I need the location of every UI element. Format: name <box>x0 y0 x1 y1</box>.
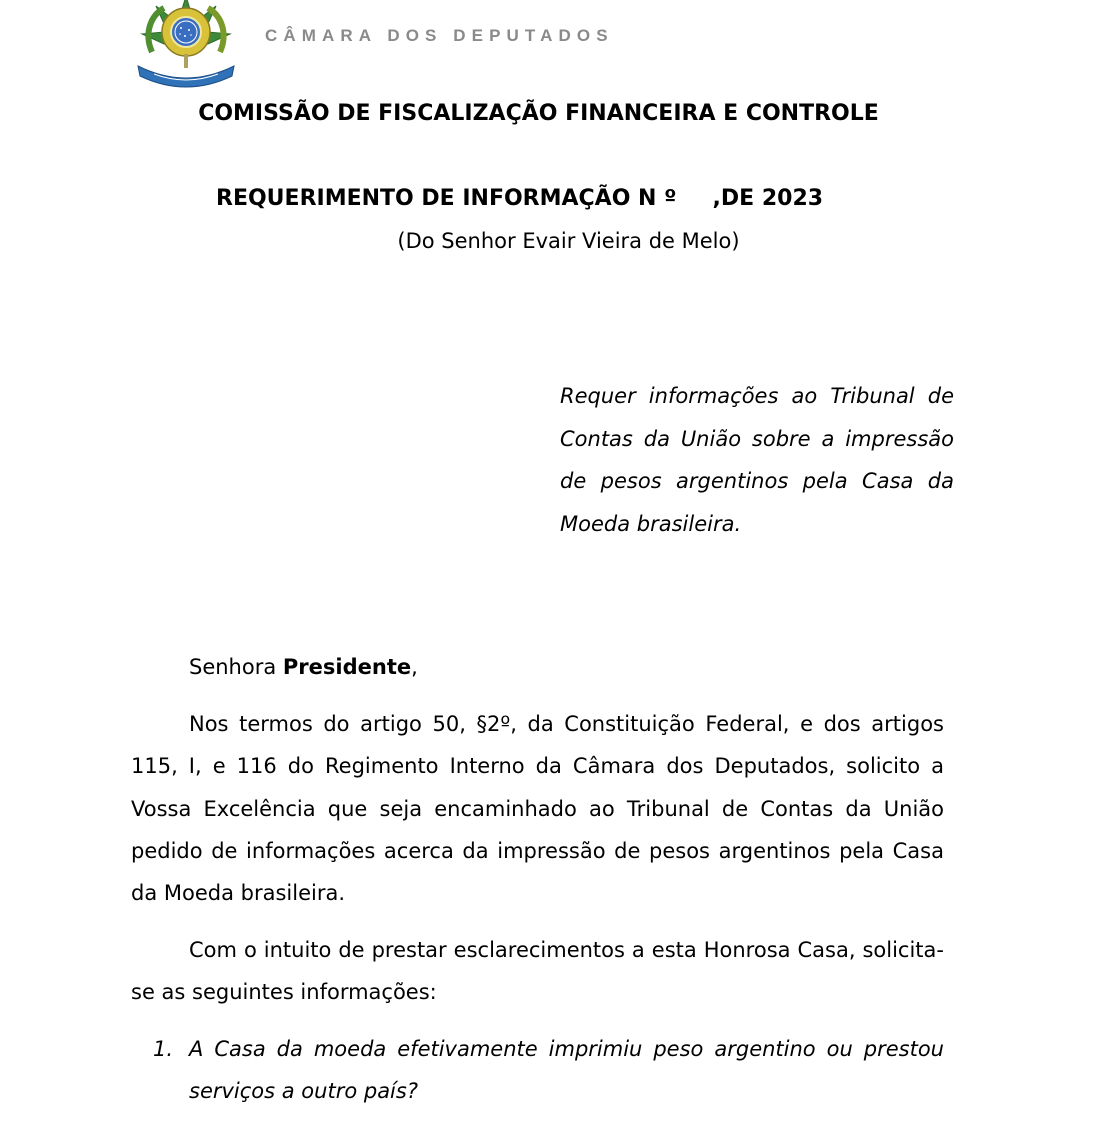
body-paragraph: Nos termos do artigo 50, §2º, da Constituição Federal, e dos artigos 115, I, e 116 do Regimento Interno da Câmara dos Deputados, solicito a Vossa Excelência que seja encaminhado ao Tribunal de Contas da União pedido de informações acerca da impressão de pesos argentinos pela Casa da Moeda brasileira. <box>131 712 944 906</box>
question-number: 1. <box>153 1037 174 1061</box>
salutation-title: Presidente <box>282 655 412 679</box>
salutation-prefix: Senhora <box>189 655 283 679</box>
house-name: CÂMARA DOS DEPUTADOS <box>265 26 614 45</box>
salutation <box>189 655 418 679</box>
request-author: (Do Senhor Evair Vieira de Melo) <box>397 229 740 253</box>
request-title <box>216 186 823 211</box>
committee-title: COMISSÃO DE FISCALIZAÇÃO FINANCEIRA E CONTROLE <box>198 101 879 126</box>
request-title-prefix: REQUERIMENTO DE INFORMAÇÃO N º <box>216 186 677 211</box>
body-paragraph: Com o intuito de prestar esclarecimentos a esta Honrosa Casa, solicita-se as seguintes informações: <box>131 938 944 1005</box>
ementa: Requer informações ao Tribunal de Contas da União sobre a impressão de pesos argentinos pela Casa da Moeda brasileira. <box>560 384 954 536</box>
question-text: A Casa da moeda efetivamente imprimiu peso argentino ou prestou serviços a outro país? <box>189 1037 944 1104</box>
brazil-coat-of-arms-icon <box>134 0 238 88</box>
salutation-suffix: , <box>411 655 418 679</box>
request-title-suffix: ,DE 2023 <box>712 186 824 211</box>
